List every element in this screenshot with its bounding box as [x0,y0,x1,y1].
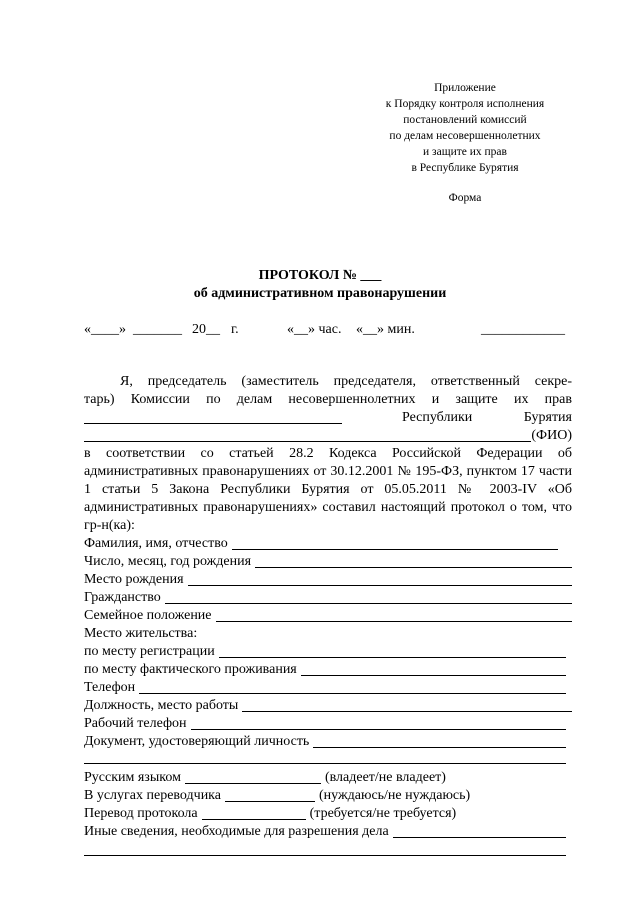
date-month-line: _______ [133,322,182,337]
work-phone-line[interactable] [191,729,566,730]
birth-place-line[interactable] [188,585,572,586]
fio-line[interactable] [84,441,531,442]
appendix-block [330,80,600,206]
phone-line[interactable] [139,693,566,694]
appendix-line: постановлений комиссий [403,114,527,126]
citizenship-line[interactable] [165,603,572,604]
field-birth-place: Место рождения [84,571,572,589]
commission-name-line[interactable] [84,423,342,424]
republic-text: Республики Бурятия [402,410,572,425]
residence-heading: Место жительства: [84,626,198,641]
field-birth-date: Число, месяц, год рождения [84,553,572,571]
other-line[interactable] [393,837,566,838]
field-translation: Перевод протокола (требуется/не требуется) [84,806,457,821]
actual-residence-line[interactable] [301,675,566,676]
fio-label: (ФИО) [531,428,572,443]
interpreter-line[interactable] [225,801,315,802]
protocol-body [84,373,572,856]
field-work-phone: Рабочий телефон [84,715,572,733]
field-id-document: Документ, удостоверяющий личность [84,733,572,751]
date-year-suffix: г. [231,322,239,337]
job-line[interactable] [242,711,572,712]
time-minute: «__» мин. [356,322,415,337]
intro-paragraph: в соответствии со статьей 28.2 Кодекса Российской Федерации об административных правонарушениях от 30.12.2001 № 195-ФЗ, пунктом 17 части 1 статьи 5 Закона Республики Бурятия от 05.05.2011 № 2003-IV «Об административных правонарушениях» составил настоящий протокол о том, что гр-н(ка): [84,446,572,533]
other-extra-line[interactable] [84,841,566,856]
extra-line[interactable] [84,751,566,764]
field-interpreter: В услугах переводчика (нуждаюсь/не нуждаюсь) [84,788,471,803]
appendix-line: Приложение [434,82,496,94]
field-russian: Русским языком (владеет/не владеет) [84,770,446,785]
appendix-line: к Порядку контроля исполнения [385,98,545,110]
field-job: Должность, место работы [84,697,572,715]
fio-row [84,427,572,445]
document-title [0,267,640,303]
republic-row [84,409,572,427]
date-day: «____» [84,322,126,337]
field-marital-status: Семейное положение [84,607,572,625]
place-line: ____________ [481,322,565,337]
full-name-line[interactable] [232,549,558,550]
field-actual-residence: по месту фактического проживания [84,661,572,679]
registration-line[interactable] [219,657,566,658]
translation-line[interactable] [202,819,306,820]
date-row [84,322,574,340]
appendix-line: и защите их прав [423,146,507,158]
field-phone: Телефон [84,679,572,697]
title-line-2: об административном правонарушении [193,286,447,301]
field-registration: по месту регистрации [84,643,572,661]
intro-line-1: Я, председатель (заместитель председателя, ответственный секре- [120,374,572,389]
birth-date-line[interactable] [255,567,572,568]
marital-status-line[interactable] [216,621,572,622]
russian-line[interactable] [185,783,321,784]
field-other: Иные сведения, необходимые для разрешения дела [84,823,572,841]
date-year: 20__ [192,322,220,337]
appendix-line: по делам несовершеннолетних [389,130,541,142]
field-citizenship: Гражданство [84,589,572,607]
appendix-line: в Республике Бурятия [411,162,519,174]
title-line-1: ПРОТОКОЛ № ___ [258,268,382,283]
form-label: Форма [448,192,482,204]
field-full-name: Фамилия, имя, отчество [84,535,572,553]
time-hour: «__» час. [287,322,342,337]
id-document-line[interactable] [313,747,566,748]
intro-line-2: тарь) Комиссии по делам несовершеннолетних и защите их прав [84,392,572,407]
